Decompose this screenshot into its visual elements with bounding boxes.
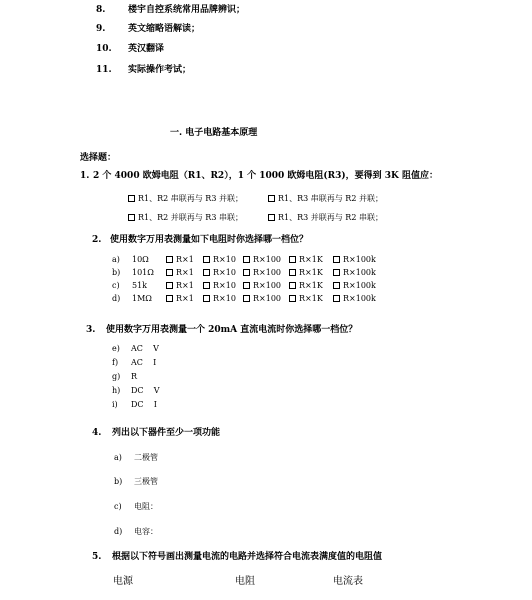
item-label: c) — [114, 502, 122, 511]
row-value: 51k — [132, 281, 148, 290]
range-option[interactable]: R×100 — [243, 282, 281, 290]
option-label: e) — [112, 344, 120, 353]
range-option[interactable]: R×100 — [243, 256, 281, 264]
checkbox-icon[interactable] — [268, 214, 275, 221]
question-text: 2 个 4000 欧姆电阻（R1、R2），1 个 1000 欧姆电阻(R3)，要得到 3K 阻值应： — [93, 171, 439, 181]
checkbox-icon[interactable] — [203, 295, 210, 302]
range-option[interactable]: R×10 — [203, 269, 236, 277]
option-label: f) — [112, 358, 119, 367]
item-text: 三极管 — [134, 477, 158, 486]
row-label: c) — [112, 281, 120, 290]
range-option[interactable]: R×100k — [333, 295, 376, 303]
question-number: 3. — [86, 325, 96, 335]
row-value: 1MΩ — [132, 294, 152, 303]
checkbox-option[interactable]: R1、R3 并联再与 R2 串联； — [268, 214, 383, 222]
option-label: g) — [112, 372, 121, 381]
row-label: b) — [112, 268, 121, 277]
checkbox-icon[interactable] — [333, 256, 340, 263]
checkbox-icon[interactable] — [289, 269, 296, 276]
choice-heading: 选择题： — [80, 153, 117, 163]
range-option[interactable]: R×100k — [333, 256, 376, 264]
checkbox-icon[interactable] — [203, 282, 210, 289]
range-option[interactable]: R×1K — [289, 282, 323, 290]
item-text: 电容： — [134, 527, 158, 536]
checkbox-option[interactable]: R1、R2 并联再与 R3 串联； — [128, 214, 243, 222]
checkbox-icon[interactable] — [289, 256, 296, 263]
option-text[interactable]: DC V — [131, 386, 160, 395]
question-number: 1. — [80, 171, 90, 181]
toc-text: 英文缩略语解读； — [128, 24, 201, 34]
range-option[interactable]: R×10 — [203, 256, 236, 264]
option-label: h) — [112, 386, 121, 395]
question-number: 5. — [92, 552, 102, 562]
symbol-label-power: 电源 — [113, 576, 133, 587]
range-option[interactable]: R×1 — [166, 256, 194, 264]
option-text[interactable]: R — [131, 372, 138, 381]
range-option[interactable]: R×1 — [166, 295, 194, 303]
checkbox-icon[interactable] — [128, 195, 135, 202]
question-text: 列出以下器件至少一项功能 — [112, 428, 221, 438]
checkbox-icon[interactable] — [333, 282, 340, 289]
range-option[interactable]: R×1K — [289, 295, 323, 303]
option-text[interactable]: AC I — [131, 358, 157, 367]
question-number: 4. — [92, 428, 102, 438]
checkbox-icon[interactable] — [166, 295, 173, 302]
row-label: d) — [112, 294, 121, 303]
checkbox-icon[interactable] — [243, 256, 250, 263]
symbol-label-resistor: 电阻 — [235, 576, 255, 587]
checkbox-icon[interactable] — [166, 282, 173, 289]
question-text: 根据以下符号画出测量电流的电路并选择符合电流表满度值的电阻值 — [112, 552, 383, 562]
range-option[interactable]: R×10 — [203, 295, 236, 303]
range-option[interactable]: R×100k — [333, 269, 376, 277]
section-title: 一. 电子电路基本原理 — [170, 128, 258, 138]
checkbox-icon[interactable] — [333, 269, 340, 276]
item-label: d) — [114, 527, 123, 536]
range-option[interactable]: R×100 — [243, 295, 281, 303]
range-option[interactable]: R×100k — [333, 282, 376, 290]
option-text[interactable]: DC I — [131, 400, 157, 409]
item-label: b) — [114, 477, 123, 486]
checkbox-icon[interactable] — [333, 295, 340, 302]
checkbox-icon[interactable] — [203, 256, 210, 263]
question-text: 使用数字万用表测量如下电阻时你选择哪一档位？ — [110, 235, 309, 245]
toc-num: 11. — [96, 65, 112, 75]
range-option[interactable]: R×1 — [166, 269, 194, 277]
toc-text: 楼宇自控系统常用品牌辨识； — [128, 5, 246, 15]
option-text[interactable]: AC V — [131, 344, 159, 353]
checkbox-icon[interactable] — [166, 269, 173, 276]
symbol-label-ammeter: 电流表 — [333, 576, 363, 587]
checkbox-option[interactable]: R1、R2 串联再与 R3 并联； — [128, 195, 243, 203]
checkbox-icon[interactable] — [243, 295, 250, 302]
item-text: 电阻： — [134, 502, 158, 511]
checkbox-icon[interactable] — [289, 295, 296, 302]
checkbox-icon[interactable] — [243, 269, 250, 276]
range-option[interactable]: R×10 — [203, 282, 236, 290]
checkbox-option[interactable]: R1、R3 串联再与 R2 并联； — [268, 195, 383, 203]
row-value: 10Ω — [132, 255, 149, 264]
item-text: 二极管 — [134, 453, 158, 462]
toc-text: 英汉翻译 — [128, 44, 165, 54]
question-number: 2. — [92, 235, 102, 245]
checkbox-icon[interactable] — [128, 214, 135, 221]
range-option[interactable]: R×100 — [243, 269, 281, 277]
range-option[interactable]: R×1 — [166, 282, 194, 290]
question-text: 使用数字万用表测量一个 20mA 直流电流时你选择哪一档位？ — [106, 325, 358, 335]
checkbox-icon[interactable] — [166, 256, 173, 263]
row-value: 101Ω — [132, 268, 154, 277]
checkbox-icon[interactable] — [268, 195, 275, 202]
toc-num: 9. — [96, 24, 106, 34]
range-option[interactable]: R×1K — [289, 269, 323, 277]
toc-num: 10. — [96, 44, 112, 54]
option-label: i) — [112, 400, 118, 409]
toc-num: 8. — [96, 5, 106, 15]
toc-text: 实际操作考试； — [128, 65, 192, 75]
row-label: a) — [112, 255, 120, 264]
checkbox-icon[interactable] — [203, 269, 210, 276]
checkbox-icon[interactable] — [243, 282, 250, 289]
checkbox-icon[interactable] — [289, 282, 296, 289]
range-option[interactable]: R×1K — [289, 256, 323, 264]
item-label: a) — [114, 453, 122, 462]
